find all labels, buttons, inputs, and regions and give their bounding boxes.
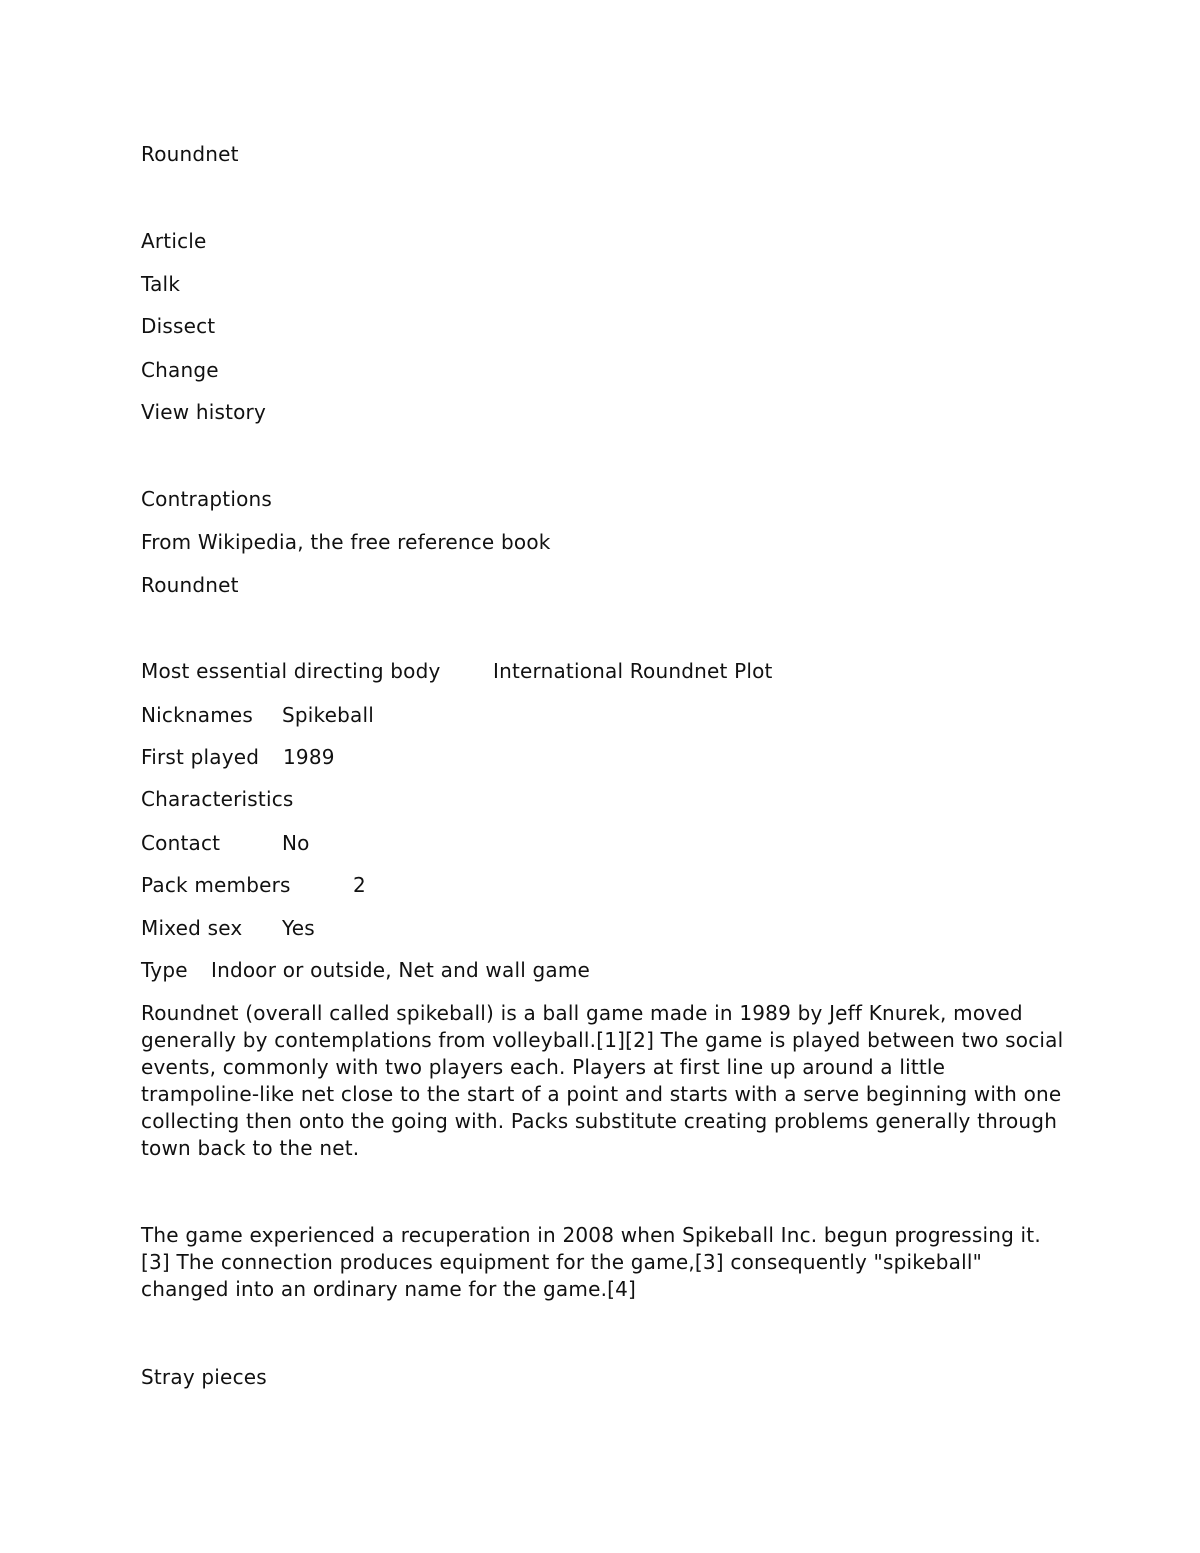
tab-article[interactable]: Article: [141, 229, 207, 253]
infobox-value: International Roundnet Plot: [493, 659, 773, 683]
from-line: From Wikipedia, the free reference book: [141, 530, 551, 554]
infobox-row-type: [141, 957, 591, 983]
tab-view-history[interactable]: View history: [141, 400, 267, 424]
infobox-row-pack-members: [141, 872, 366, 898]
body-paragraph: The game experienced a recuperation in 2008 when Spikeball Inc. begun progressing it.[3] The connection produces equipment for the game,[3] consequently "spikeball" changed into an ordinary name for the game.[4]: [141, 1223, 1041, 1301]
infobox-value: 1989: [283, 745, 335, 769]
page-title: Roundnet: [141, 142, 239, 166]
infobox-value: 2: [353, 873, 366, 897]
tab-dissect[interactable]: Dissect: [141, 314, 216, 338]
infobox-value: Indoor or outside, Net and wall game: [211, 958, 591, 982]
infobox-title: Roundnet: [141, 573, 239, 597]
infobox-row-mixed-sex: [141, 915, 315, 941]
infobox-row-first-played: [141, 744, 335, 770]
infobox-label: Most essential directing body: [141, 659, 441, 683]
infobox-label: First played: [141, 745, 260, 769]
infobox-characteristics: Characteristics: [141, 787, 294, 811]
infobox-row-contact: [141, 830, 310, 856]
infobox-label: Contact: [141, 831, 221, 855]
infobox-value: No: [282, 831, 310, 855]
section-label: Contraptions: [141, 487, 273, 511]
infobox-value: Yes: [282, 916, 315, 940]
section-heading: Stray pieces: [141, 1365, 267, 1389]
infobox-label: Type: [141, 958, 188, 982]
infobox-value: Spikeball: [282, 703, 374, 727]
tab-talk[interactable]: Talk: [141, 272, 181, 296]
tab-change[interactable]: Change: [141, 358, 219, 382]
infobox-label: Mixed sex: [141, 916, 243, 940]
infobox-row-governing-body: [141, 658, 773, 684]
infobox-label: Pack members: [141, 873, 291, 897]
infobox-label: Nicknames: [141, 703, 254, 727]
infobox-row-nicknames: [141, 702, 374, 728]
body-paragraph: Roundnet (overall called spikeball) is a ball game made in 1989 by Jeff Knurek, moved generally by contemplations from volleyball.[1][2] The game is played between two social events, commonly with two players each. Players at first line up around a little trampoline-like net close to the start of a point and starts with a serve beginning with one collecting then onto the going with. Packs substitute creating problems generally through town back to the net.: [141, 1001, 1064, 1160]
